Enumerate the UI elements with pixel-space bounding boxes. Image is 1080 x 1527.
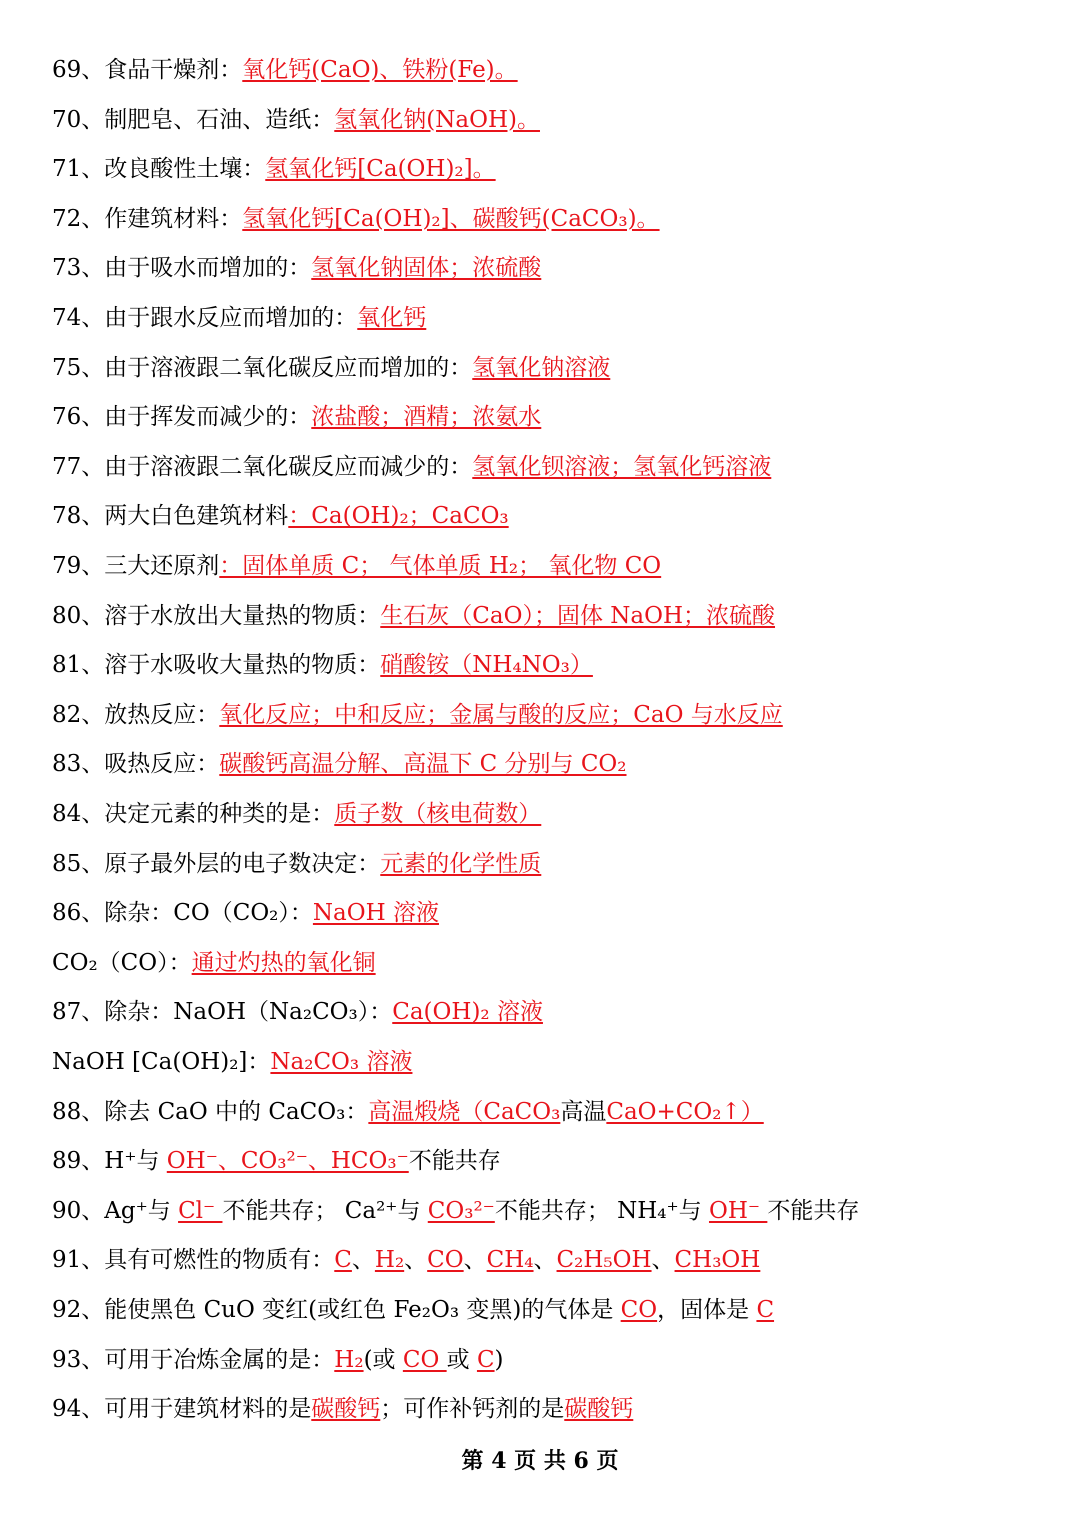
question-text: 、 xyxy=(533,1247,557,1274)
text-line xyxy=(52,1389,633,1429)
question-text: 90、Ag⁺与 xyxy=(52,1197,179,1224)
text-line xyxy=(52,397,541,437)
answer-text: H₂ xyxy=(374,1247,405,1274)
text-line xyxy=(52,496,509,536)
text-line xyxy=(52,645,593,685)
text-line xyxy=(52,943,376,983)
question-text: 73、由于吸水而增加的： xyxy=(52,255,312,282)
question-text: 70、制肥皂、石油、造纸： xyxy=(52,106,335,133)
text-line xyxy=(52,248,541,288)
answer-text: 通过灼热的氧化铜 xyxy=(191,949,376,976)
text-line xyxy=(52,199,660,239)
text-line xyxy=(52,100,540,140)
answer-text: 氢氧化钠(NaOH)。 xyxy=(334,106,540,133)
page-footer: 第 4 页 共 6 页 xyxy=(461,1448,619,1474)
answer-text: 氧化反应；中和反应；金属与酸的反应；CaO 与水反应 xyxy=(219,701,783,728)
question-text: 86、除杂：CO（CO₂）： xyxy=(52,900,313,927)
question-text: 87、除杂：NaOH（Na₂CO₃）： xyxy=(52,999,393,1026)
question-text: NaOH [Ca(OH)₂]： xyxy=(52,1049,271,1075)
text-line xyxy=(52,348,610,388)
question-text: 、 xyxy=(463,1247,487,1274)
text-line xyxy=(52,149,496,189)
answer-text: 氧化钙 xyxy=(357,305,427,331)
question-text: 82、放热反应： xyxy=(52,701,220,728)
question-text: 高温 xyxy=(560,1098,607,1125)
answer-text: 生石灰（CaO）；固体 NaOH；浓硫酸 xyxy=(380,602,776,629)
answer-text: CH₃OH xyxy=(674,1247,761,1274)
answer-text: C₂H₅OH xyxy=(556,1247,652,1274)
answer-text: H₂ xyxy=(334,1346,364,1373)
question-text: 77、由于溶液跟二氧化碳反应而减少的： xyxy=(52,453,473,480)
question-text: 76、由于挥发而减少的： xyxy=(52,404,312,431)
question-text: 72、作建筑材料： xyxy=(52,205,243,232)
answer-text: CO₃²⁻ xyxy=(427,1197,495,1224)
question-text: 74、由于跟水反应而增加的： xyxy=(52,305,358,331)
answer-text: 高温煅烧（CaCO₃ xyxy=(368,1098,561,1125)
answer-text: OH⁻ xyxy=(708,1197,768,1224)
question-text: ；可作补钙剂的是 xyxy=(380,1396,565,1423)
text-line xyxy=(52,298,426,338)
question-text: 81、溶于水吸收大量热的物质： xyxy=(52,652,381,679)
text-line xyxy=(52,744,627,784)
text-line xyxy=(52,1042,412,1082)
text-line xyxy=(52,695,783,735)
answer-text: OH⁻、CO₃²⁻、HCO₃⁻ xyxy=(166,1148,409,1175)
question-text: 91、具有可燃性的物质有： xyxy=(52,1247,335,1274)
answer-text: NaOH 溶液 xyxy=(312,900,439,927)
text-line xyxy=(52,844,541,884)
question-text: (或 xyxy=(363,1346,403,1373)
answer-text: Ca(OH)₂ 溶液 xyxy=(392,999,543,1026)
answer-text: 氧化钙(CaO)、铁粉(Fe)。 xyxy=(242,57,518,83)
question-text: 不能共存； NH₄⁺与 xyxy=(494,1197,709,1224)
text-line xyxy=(52,1290,774,1330)
answer-text: CO xyxy=(620,1297,658,1323)
text-line xyxy=(52,1340,504,1380)
question-text: 不能共存 xyxy=(408,1148,501,1175)
question-text: ) xyxy=(494,1346,504,1373)
question-text: 94、可用于建筑材料的是 xyxy=(52,1396,312,1423)
question-text: ，固体是 xyxy=(657,1297,757,1323)
answer-text: 碳酸钙 xyxy=(564,1396,634,1423)
text-line xyxy=(52,546,661,586)
answer-text: Cl⁻ xyxy=(178,1197,223,1224)
text-line xyxy=(52,893,439,933)
question-text: 89、H⁺与 xyxy=(52,1148,167,1175)
question-text: 75、由于溶液跟二氧化碳反应而增加的： xyxy=(52,354,473,381)
answer-text: 氢氧化钙[Ca(OH)₂]。 xyxy=(265,156,496,183)
question-text: 、 xyxy=(404,1247,428,1274)
answer-text: CO xyxy=(402,1346,447,1373)
question-text: 或 xyxy=(446,1346,477,1373)
answer-text: ：Ca(OH)₂；CaCO₃ xyxy=(288,503,509,530)
text-line xyxy=(52,1092,764,1132)
answer-text: C xyxy=(334,1247,352,1274)
answer-text: 氢氧化钙[Ca(OH)₂]、碳酸钙(CaCO₃)。 xyxy=(242,205,660,232)
answer-text: 元素的化学性质 xyxy=(380,850,542,877)
answer-text: ：固体单质 C； 气体单质 H₂； 氧化物 CO xyxy=(219,553,662,579)
question-text: 78、两大白色建筑材料 xyxy=(52,503,289,530)
answer-text: CO xyxy=(427,1247,464,1274)
answer-text: 碳酸钙高温分解、高温下 C 分别与 CO₂ xyxy=(219,751,627,778)
text-line xyxy=(52,1240,760,1280)
answer-text: 质子数（核电荷数） xyxy=(334,801,542,827)
question-text: 93、可用于冶炼金属的是： xyxy=(52,1346,335,1373)
question-text: 83、吸热反应： xyxy=(52,751,220,778)
text-line xyxy=(52,596,775,636)
question-text: 88、除去 CaO 中的 CaCO₃： xyxy=(52,1098,369,1125)
question-text: 不能共存 xyxy=(767,1197,860,1224)
question-text: 、 xyxy=(351,1247,375,1274)
question-text: CO₂（CO）： xyxy=(52,949,192,976)
text-line xyxy=(52,992,543,1032)
question-text: 80、溶于水放出大量热的物质： xyxy=(52,602,381,629)
question-text: 92、能使黑色 CuO 变红(或红色 Fe₂O₃ 变黑)的气体是 xyxy=(52,1297,621,1323)
text-line xyxy=(52,50,518,90)
answer-text: 氢氧化钠固体；浓硫酸 xyxy=(311,255,542,282)
answer-text: 氢氧化钠溶液 xyxy=(472,354,611,381)
question-text: 84、决定元素的种类的是： xyxy=(52,801,335,827)
question-text: 85、原子最外层的电子数决定： xyxy=(52,850,381,877)
answer-text: CH₄ xyxy=(486,1247,534,1274)
answer-text: CaO+CO₂↑） xyxy=(606,1098,764,1125)
answer-text: C xyxy=(476,1346,495,1373)
text-line xyxy=(52,1141,501,1181)
text-line xyxy=(52,794,541,834)
question-text: 71、改良酸性土壤： xyxy=(52,156,266,183)
answer-text: Na₂CO₃ 溶液 xyxy=(270,1049,413,1075)
question-text: 69、食品干燥剂： xyxy=(52,57,243,83)
question-text: 不能共存； Ca²⁺与 xyxy=(222,1197,428,1224)
question-text: 79、三大还原剂 xyxy=(52,553,220,579)
text-line xyxy=(52,447,771,487)
text-line xyxy=(52,1191,859,1231)
answer-text: C xyxy=(756,1297,775,1323)
answer-text: 碳酸钙 xyxy=(311,1396,381,1423)
answer-text: 氢氧化钡溶液；氢氧化钙溶液 xyxy=(472,453,772,480)
answer-text: 浓盐酸；酒精；浓氨水 xyxy=(311,404,542,431)
answer-text: 硝酸铵（NH₄NO₃） xyxy=(380,652,593,679)
question-text: 、 xyxy=(651,1247,675,1274)
